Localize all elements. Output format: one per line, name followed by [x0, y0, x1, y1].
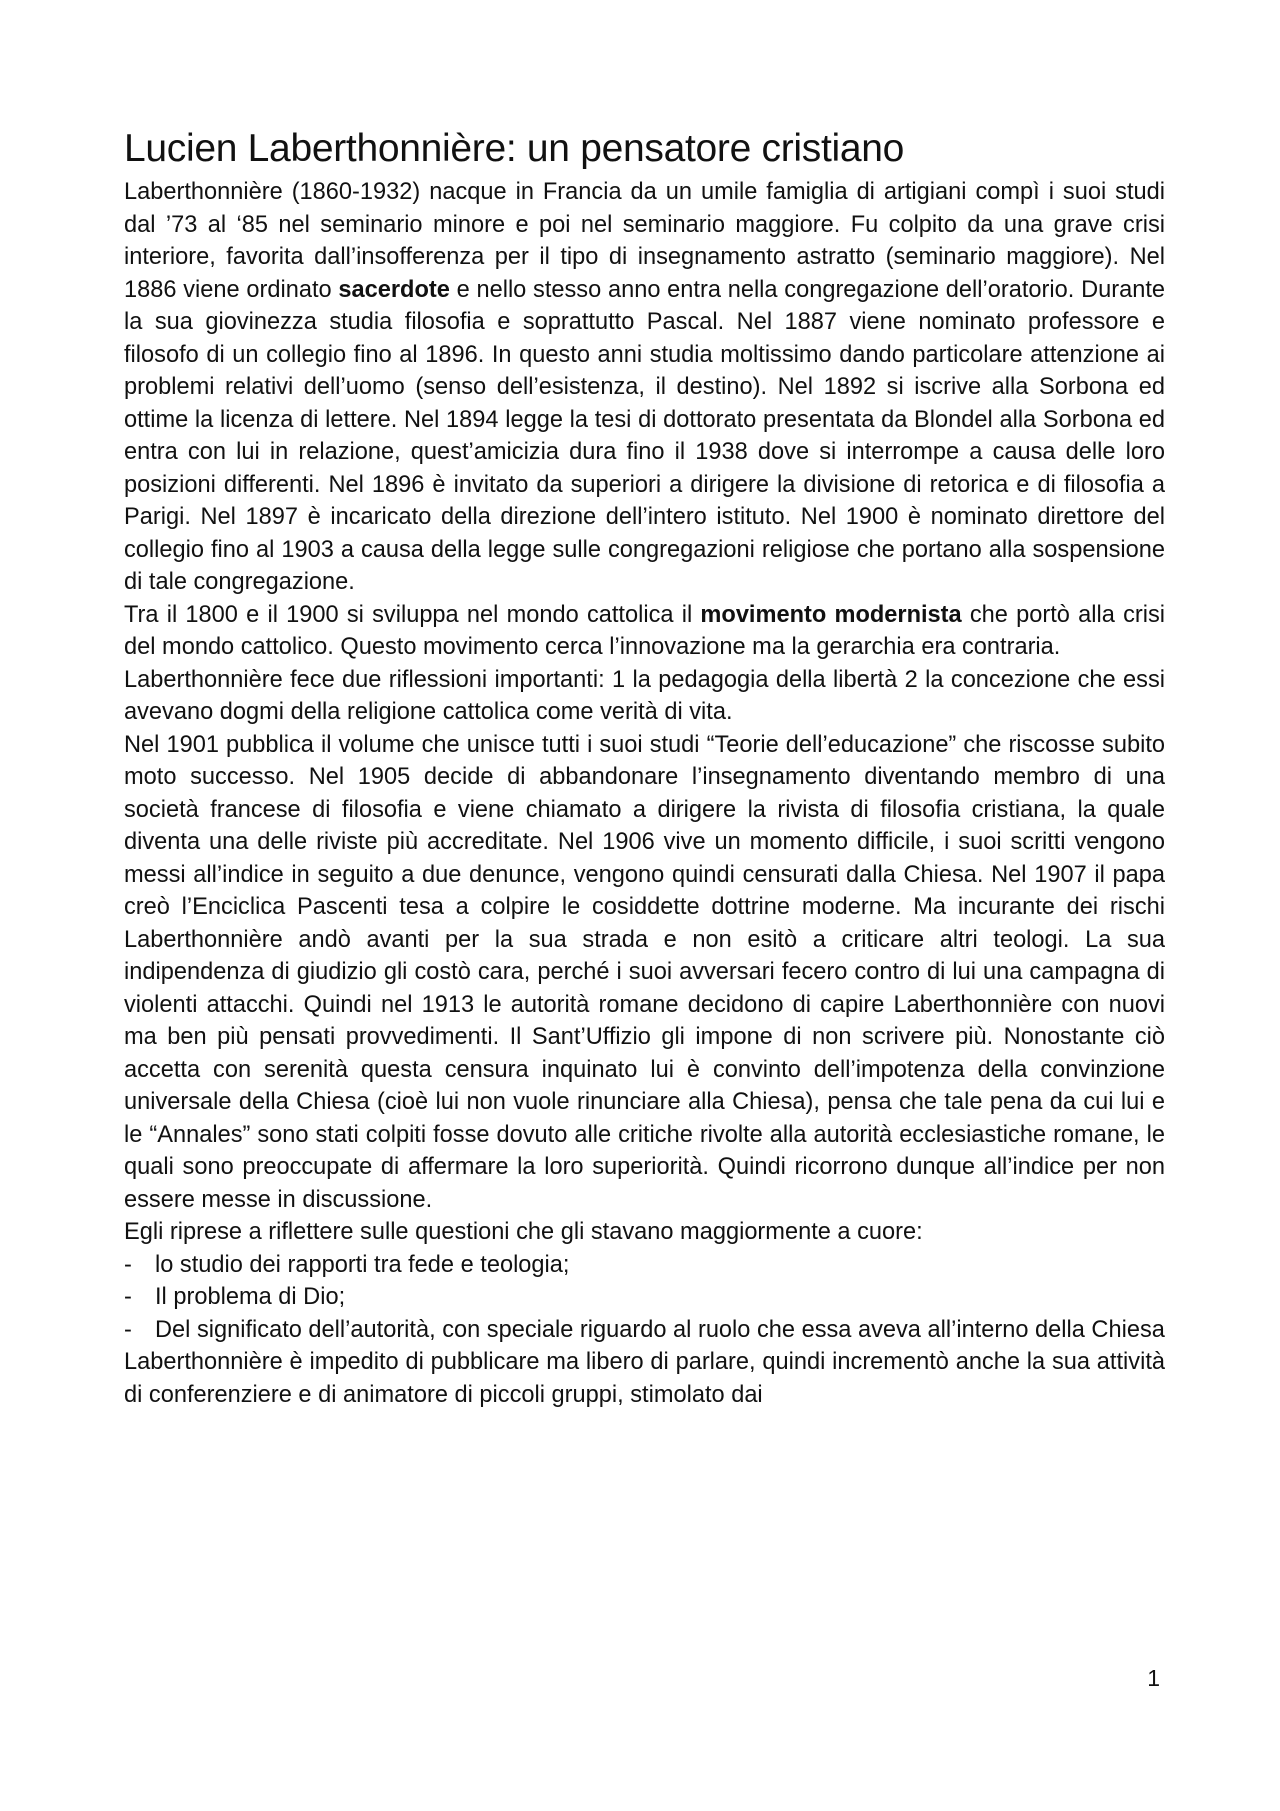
dash-bullet: - [124, 1316, 132, 1343]
paragraph-modernism [124, 599, 1165, 664]
list-item [124, 1249, 1165, 1282]
paragraph-reflections [124, 664, 1165, 729]
dash-bullet: - [124, 1284, 132, 1310]
paragraph-closing [124, 1346, 1165, 1411]
paragraph-text: che portò alla crisi del mondo cattolico. Questo movimento cerca l’innovazione ma la gerarchia era contraria. [124, 601, 1166, 660]
list-item-text: Il problema di Dio; [155, 1284, 346, 1310]
paragraph-text: e nello stesso anno entra nella congregazione dell’oratorio. Durante la sua giovinezza studia filosofia e soprattutto Pascal. Nel 1887 viene nominato professore e filosofo di un collegio fino al 1896. In questo anni studia moltissimo dando particolare attenzione ai problemi relativi dell’uomo (senso dell’esistenza, il destino). Nel 1892 si iscrive alla Sorbona ed ottime la licenza di lettere. Nel 1894 legge la tesi di dottorato presentata da Blondel alla Sorbona ed entra con lui in relazione, quest’amicizia dura fino il 1938 dove si interrompe a causa delle loro posizioni differenti. Nel 1896 è invitato da superiori a dirigere la divisione di retorica e di filosofia a Parigi. Nel 1897 è incaricato della direzione dell’intero istituto. Nel 1900 è nominato direttore del collegio fino al 1903 a causa della legge sulle congregazioni religiose che portano alla sospensione di tale congregazione. [124, 276, 1166, 595]
document-title: Lucien Laberthonnière: un pensatore cristiano [124, 127, 905, 170]
paragraph-biography [124, 176, 1165, 599]
bold-term-movimento-modernista: movimento modernista [700, 601, 962, 628]
list-item-text: lo studio dei rapporti tra fede e teologia; [155, 1251, 570, 1278]
document-page [124, 126, 1165, 1411]
paragraph-text: Laberthonnière fece due riflessioni importanti: 1 la pedagogia della libertà 2 la concezione che essi avevano dogmi della religione cattolica come verità di vita. [124, 666, 1165, 725]
list-item [124, 1314, 1165, 1347]
paragraph-text: Tra il 1800 e il 1900 si sviluppa nel mondo cattolica il [124, 601, 701, 628]
paragraph-text: Egli riprese a riflettere sulle questioni che gli stavano maggiormente a cuore: [124, 1219, 923, 1245]
list-item-text: Del significato dell’autorità, con speciale riguardo al ruolo che essa aveva all’interno della Chiesa [155, 1316, 1165, 1343]
list-item [124, 1281, 1165, 1314]
topics-list [124, 1249, 1165, 1347]
paragraph-list-intro [124, 1216, 1165, 1249]
paragraph-text: Laberthonnière (1860-1932) nacque in Francia da un umile famiglia di artigiani compì i suoi studi dal ’73 al ‘85 nel seminario minore e poi nel seminario maggiore. Fu colpito da una grave crisi interiore, favorita dall’insofferenza per il tipo di insegnamento astratto (seminario maggiore). Nel 1886 viene ordinato [124, 179, 1165, 303]
paragraph-text: Nel 1901 pubblica il volume che unisce tutti i suoi studi “Teorie dell’educazione” che riscosse subito moto successo. Nel 1905 decide di abbandonare l’insegnamento diventando membro di una società francese di filosofia e viene chiamato a dirigere la rivista di filosofia cristiana, la quale diventa una delle riviste più accreditate. Nel 1906 vive un momento difficile, i suoi scritti vengono messi all’indice in seguito a due denunce, vengono quindi censurati dalla Chiesa. Nel 1907 il papa creò l’Enciclica Pascenti tesa a colpire le cosiddette dottrine moderne. Ma incurante dei rischi Laberthonnière andò avanti per la sua strada e non esitò a criticare altri teologi. La sua indipendenza di giudizio gli costò cara, perché i suoi avversari fecero contro di lui una campagna di violenti attacchi. Quindi nel 1913 le autorità romane decidono di capire Laberthonnière con nuovi ma ben più pensati provvedimenti. Il Sant’Uffizio gli impone di non scrivere più. Nonostante ciò accetta con serenità questa censura inquinato lui è convinto dell’impotenza della convinzione universale della Chiesa (cioè lui non vuole rinunciare alla Chiesa), pensa che tale pena da cui lui e le “Annales” sono stati colpiti fosse dovuto alle critiche rivolte alla autorità ecclesiastiche romane, le quali sono preoccupate di affermare la loro superiorità. Quindi ricorrono dunque all’indice per non essere messe in discussione. [124, 731, 1165, 1213]
paragraph-publications [124, 729, 1165, 1217]
bold-term-sacerdote: sacerdote [338, 276, 450, 303]
dash-bullet: - [124, 1251, 132, 1278]
paragraph-text: Laberthonnière è impedito di pubblicare ma libero di parlare, quindi incrementò anche la sua attività di conferenziere e di animatore di piccoli gruppi, stimolato dai [124, 1349, 1165, 1408]
page-number: 1 [1147, 1665, 1160, 1691]
